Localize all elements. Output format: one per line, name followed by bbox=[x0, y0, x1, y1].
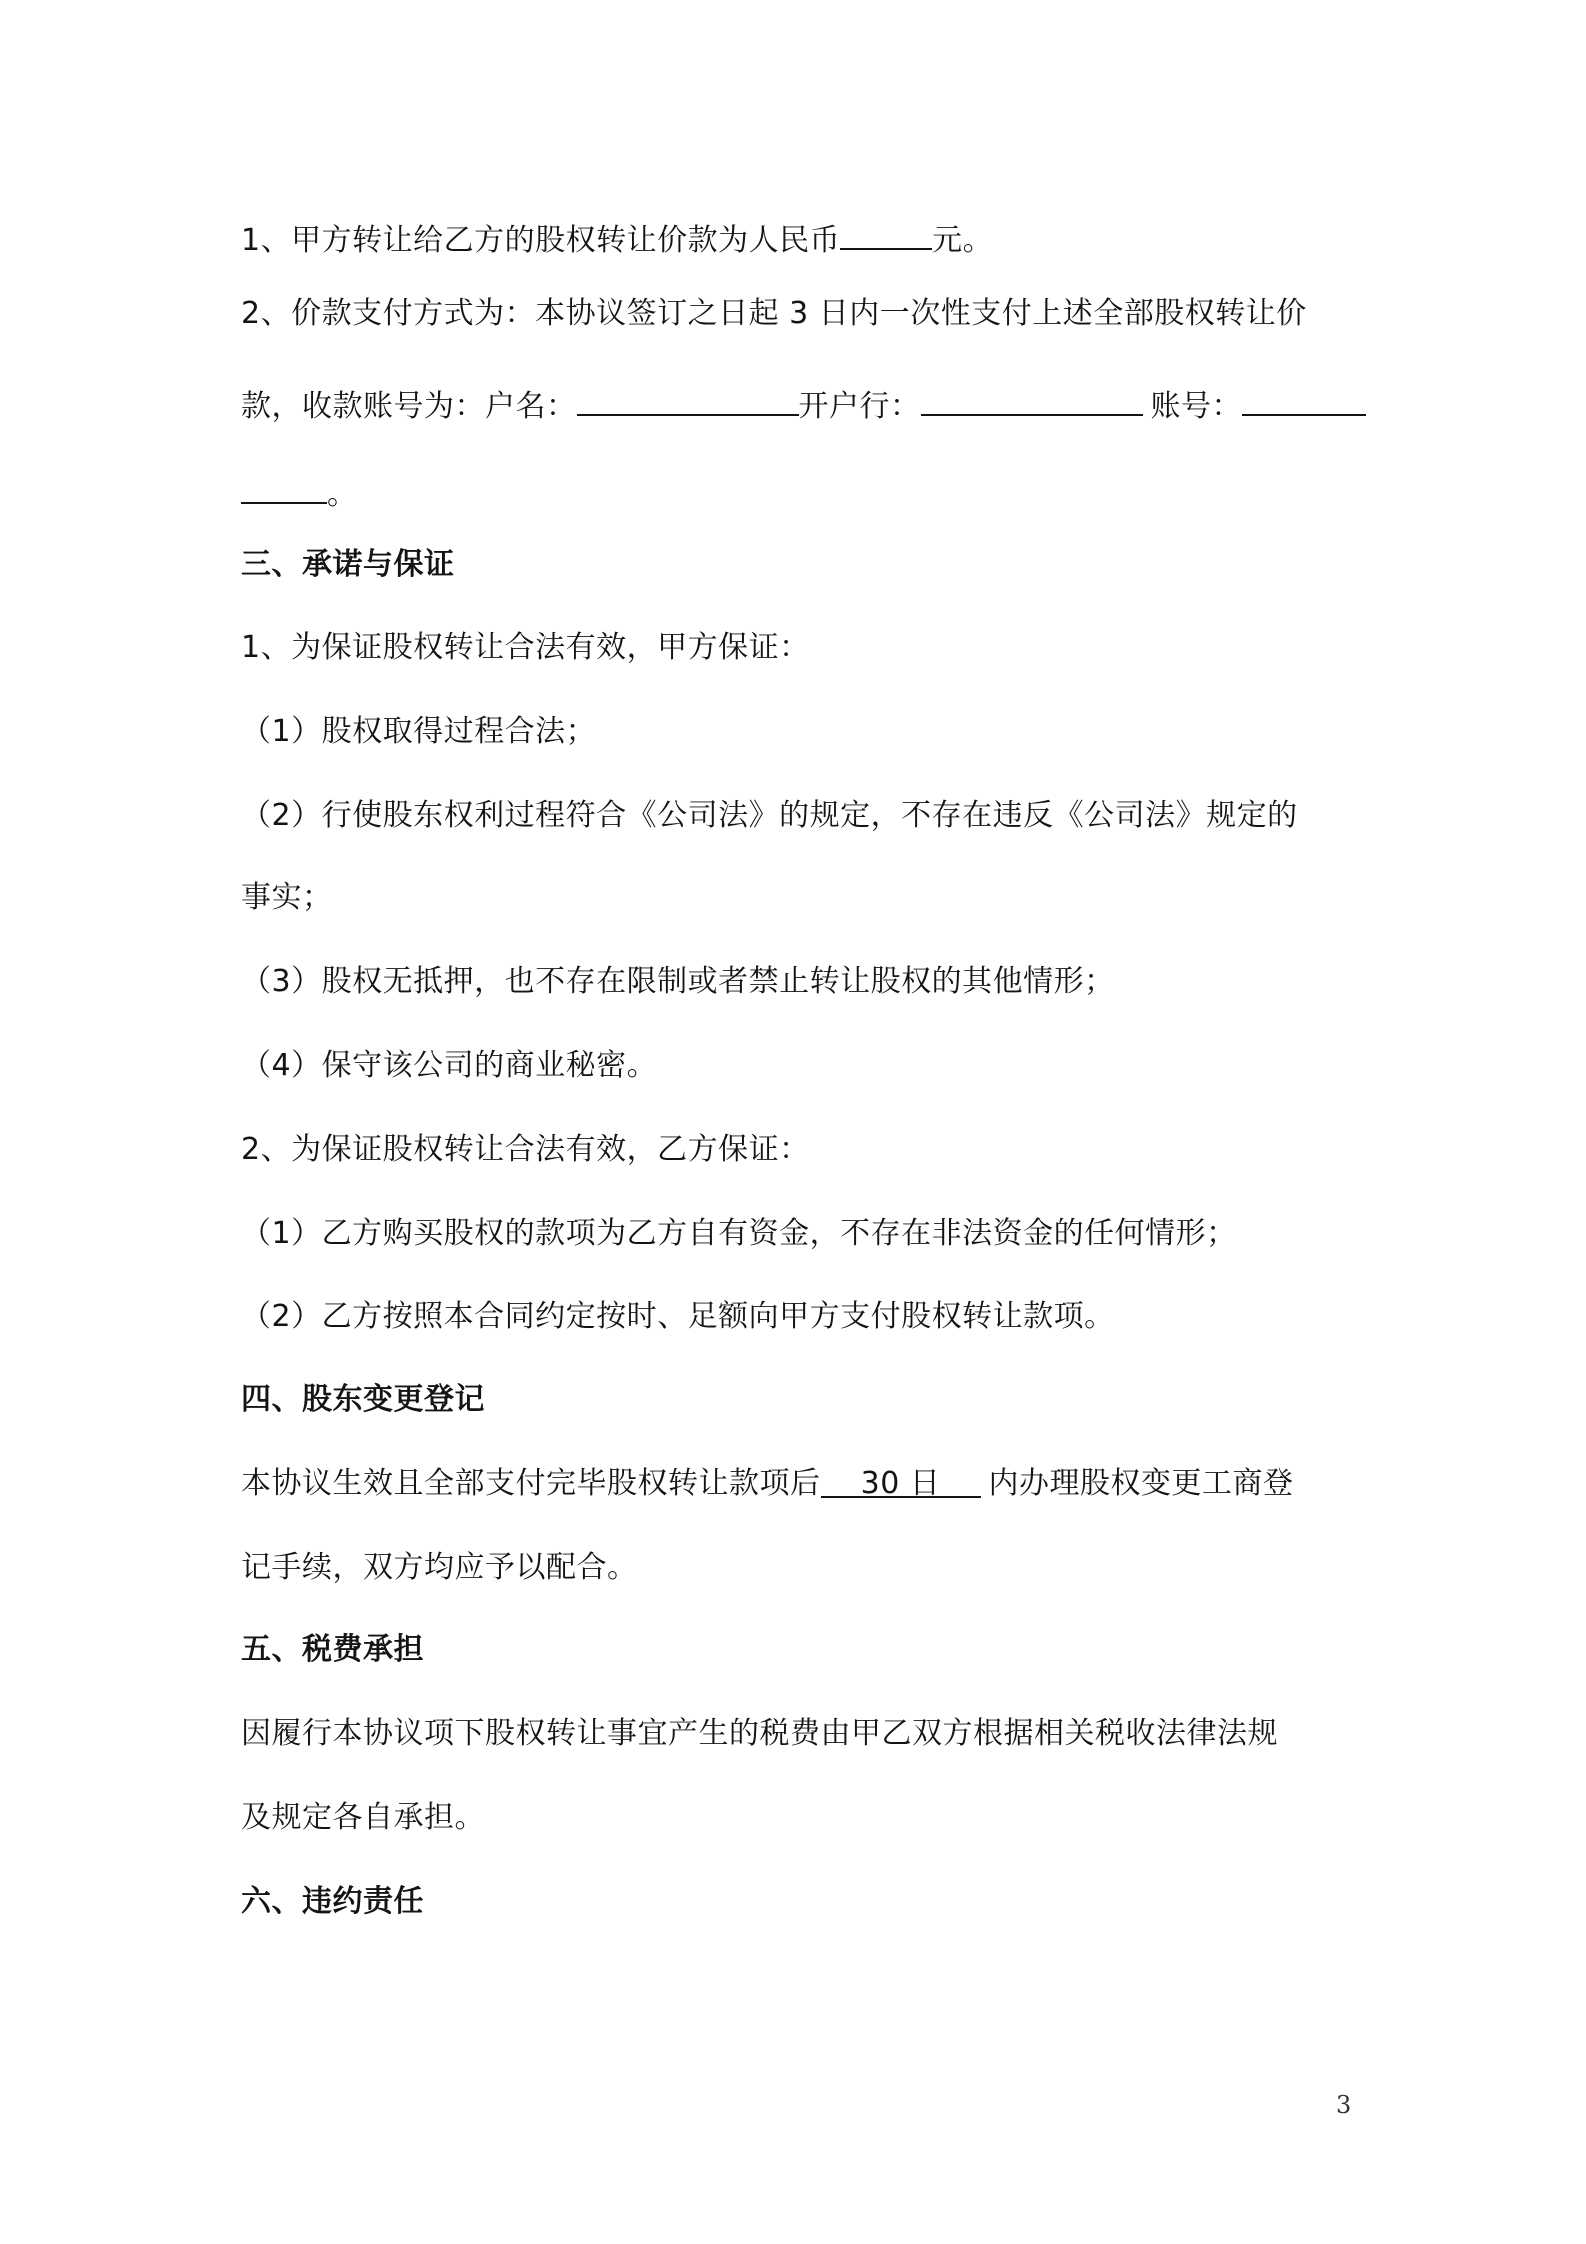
section4-heading: 四、股东变更登记 bbox=[241, 1382, 485, 1417]
payment-clause-line3 bbox=[241, 468, 358, 517]
section3-item1-4: （4）保守该公司的商业秘密。 bbox=[241, 1048, 658, 1083]
section5-heading: 五、税费承担 bbox=[241, 1632, 424, 1667]
section3-item1-3: （3）股权无抵押，也不存在限制或者禁止转让股权的其他情形； bbox=[241, 964, 1115, 999]
bank-blank bbox=[921, 380, 1143, 416]
section4-line1-suffix: 内办理股权变更工商登 bbox=[988, 1466, 1294, 1501]
section4-line1-prefix: 本协议生效且全部支付完毕股权转让款项后 bbox=[241, 1466, 821, 1501]
bank-label: 开户行： bbox=[798, 389, 921, 424]
price-clause bbox=[241, 214, 993, 263]
account-number-blank-continued bbox=[241, 468, 327, 504]
price-clause-suffix: 元。 bbox=[932, 223, 994, 258]
payment-clause-end: 。 bbox=[327, 477, 358, 512]
section3-item1-2-line1: （2）行使股东权利过程符合《公司法》的规定，不存在违反《公司法》规定的 bbox=[241, 798, 1298, 833]
days-blank: 30 日 bbox=[821, 1462, 981, 1498]
section4-line1 bbox=[241, 1462, 1294, 1506]
section3-heading: 三、承诺与保证 bbox=[241, 547, 455, 582]
payment-clause-line1: 2、价款支付方式为：本协议签订之日起 3 日内一次性支付上述全部股权转让价 bbox=[241, 296, 1307, 331]
price-blank bbox=[840, 214, 932, 250]
section3-item1-2-line2: 事实； bbox=[241, 880, 333, 915]
page-number: 3 bbox=[1336, 2091, 1352, 2119]
section5-line1: 因履行本协议项下股权转让事宜产生的税费由甲乙双方根据相关税收法律法规 bbox=[241, 1716, 1278, 1751]
section6-heading: 六、违约责任 bbox=[241, 1884, 424, 1919]
account-name-blank bbox=[577, 380, 799, 416]
section5-line2: 及规定各自承担。 bbox=[241, 1800, 485, 1835]
account-number-label: 账号： bbox=[1150, 389, 1242, 424]
price-clause-text: 1、甲方转让给乙方的股权转让价款为人民币 bbox=[241, 223, 841, 258]
payment-clause-line2 bbox=[241, 380, 1366, 429]
section3-item1: 1、为保证股权转让合法有效，甲方保证： bbox=[241, 630, 810, 665]
section3-item1-1: （1）股权取得过程合法； bbox=[241, 714, 597, 749]
account-number-blank bbox=[1242, 380, 1366, 416]
section3-item2-1: （1）乙方购买股权的款项为乙方自有资金，不存在非法资金的任何情形； bbox=[241, 1216, 1237, 1251]
account-name-label: 款，收款账号为：户名： bbox=[241, 389, 577, 424]
section3-item2: 2、为保证股权转让合法有效，乙方保证： bbox=[241, 1132, 810, 1167]
section4-line2: 记手续，双方均应予以配合。 bbox=[241, 1550, 638, 1585]
section3-item2-2: （2）乙方按照本合同约定按时、足额向甲方支付股权转让款项。 bbox=[241, 1299, 1115, 1334]
